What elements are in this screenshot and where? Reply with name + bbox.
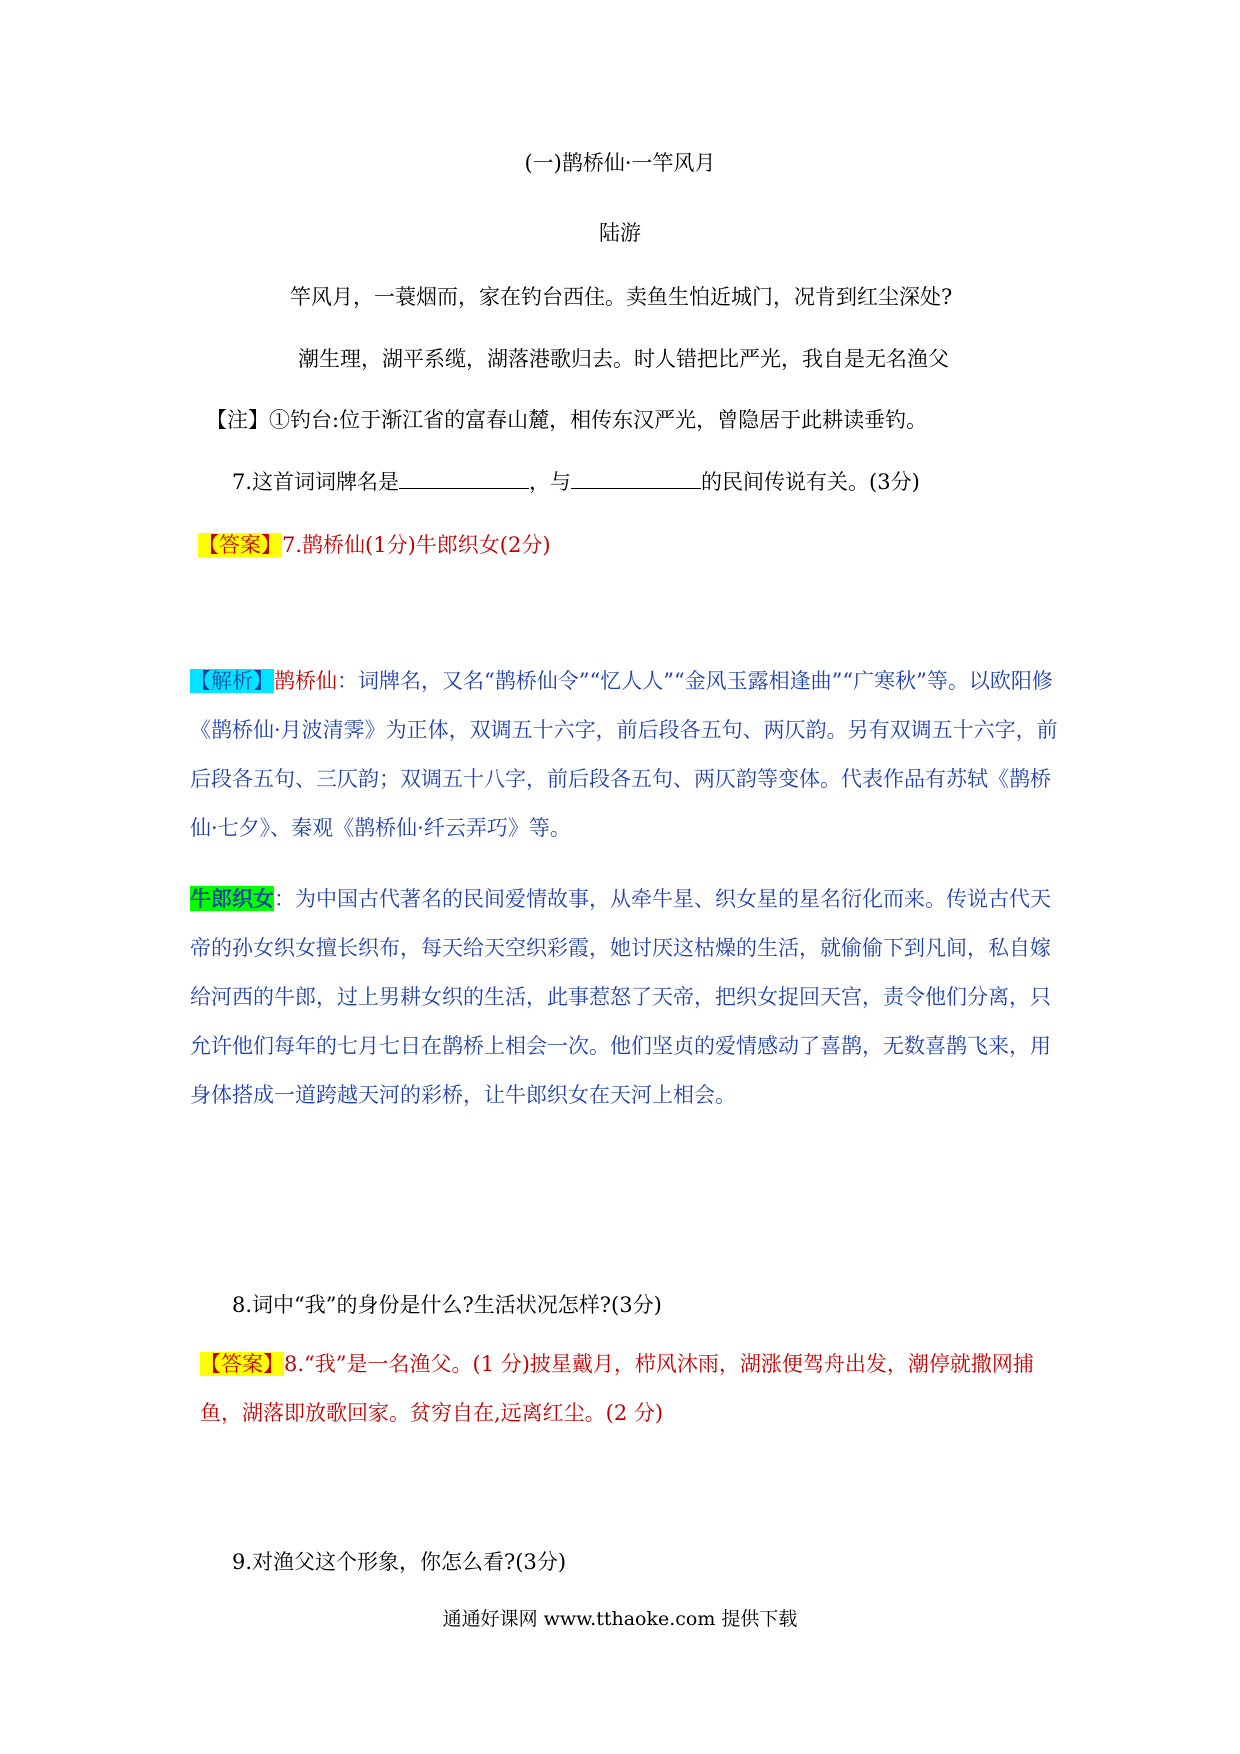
question-8: 8.词中“我”的身份是什么?生活状况怎样?(3分) (232, 1293, 662, 1317)
answer-7-text: 7.鹊桥仙(1分)牛郎织女(2分) (282, 533, 551, 557)
answer-7 (198, 530, 551, 560)
question-9: 9.对渔父这个形象，你怎么看?(3分) (232, 1550, 567, 1574)
question-7 (232, 467, 920, 497)
question-7-text-c: 的民间传说有关。(3分) (701, 470, 920, 494)
answer-8-tag: 【答案】 (200, 1352, 284, 1376)
question-7-text-b: ，与 (529, 470, 572, 494)
analysis-text-1: ：词牌名，又名“鹊桥仙令”“忆人人”“金风玉露相逢曲”“广寒秋”等。以欧阳修《鹊桥仙·月波清霁》为正体，双调五十六字，前后段各五句、两仄韵。另有双调五十六字，前后段各五句、三仄韵；双调五十八字，前后段各五句、两仄韵等变体。代表作品有苏轼《鹊桥仙·七夕》、秦观《鹊桥仙·纤云弄巧》等。 (190, 669, 1058, 840)
answer-blank-2[interactable] (571, 470, 701, 489)
question-7-text-a: 7.这首词词牌名是 (232, 470, 400, 494)
analysis-term-niulangzhinv: 牛郎织女 (190, 886, 274, 911)
analysis-term-queqiaoxian: 鹊桥仙 (274, 669, 337, 693)
analysis-paragraph-1 (190, 657, 1060, 853)
poem-line-2: 潮生理，湖平系缆，湖落港歌归去。时人错把比严光，我自是无名渔父 (298, 347, 949, 371)
poem-note: 【注】①钓台:位于渐江省的富春山麓，相传东汉严光，曾隐居于此耕读垂钓。 (206, 408, 928, 432)
analysis-paragraph-2 (190, 874, 1060, 1120)
page-footer: 通通好课网 www.tthaoke.com 提供下载 (442, 1608, 798, 1630)
poem-author: 陆游 (599, 221, 641, 245)
answer-tag: 【答案】 (198, 533, 282, 557)
answer-8 (200, 1340, 1060, 1438)
poem-title: (一)鹊桥仙·一竿风月 (524, 151, 716, 175)
analysis-tag: 【解析】 (190, 669, 274, 693)
answer-blank-1[interactable] (399, 470, 529, 489)
answer-8-text: 8.“我”是一名渔父。(1 分)披星戴月，栉风沐雨，湖涨便驾舟出发，潮停就撒网捕鱼，湖落即放歌回家。贫穷自在,远离红尘。(2 分) (200, 1352, 1034, 1425)
poem-line-1: 竿风月，一蓑烟而，家在钓台西住。卖鱼生怕近城门，况肯到红尘深处? (290, 285, 953, 309)
analysis-text-2: ：为中国古代著名的民间爱情故事，从牵牛星、织女星的星名衍化而来。传说古代天帝的孙女织女擅长织布，每天给天空织彩霞，她讨厌这枯燥的生活，就偷偷下到凡间，私自嫁给河西的牛郎，过上男耕女织的生活，此事惹怒了天帝，把织女捉回天宫，责令他们分离，只允许他们每年的七月七日在鹊桥上相会一次。他们坚贞的爱情感动了喜鹊，无数喜鹊飞来，用身体搭成一道跨越天河的彩桥，让牛郎织女在天河上相会。 (190, 887, 1051, 1107)
